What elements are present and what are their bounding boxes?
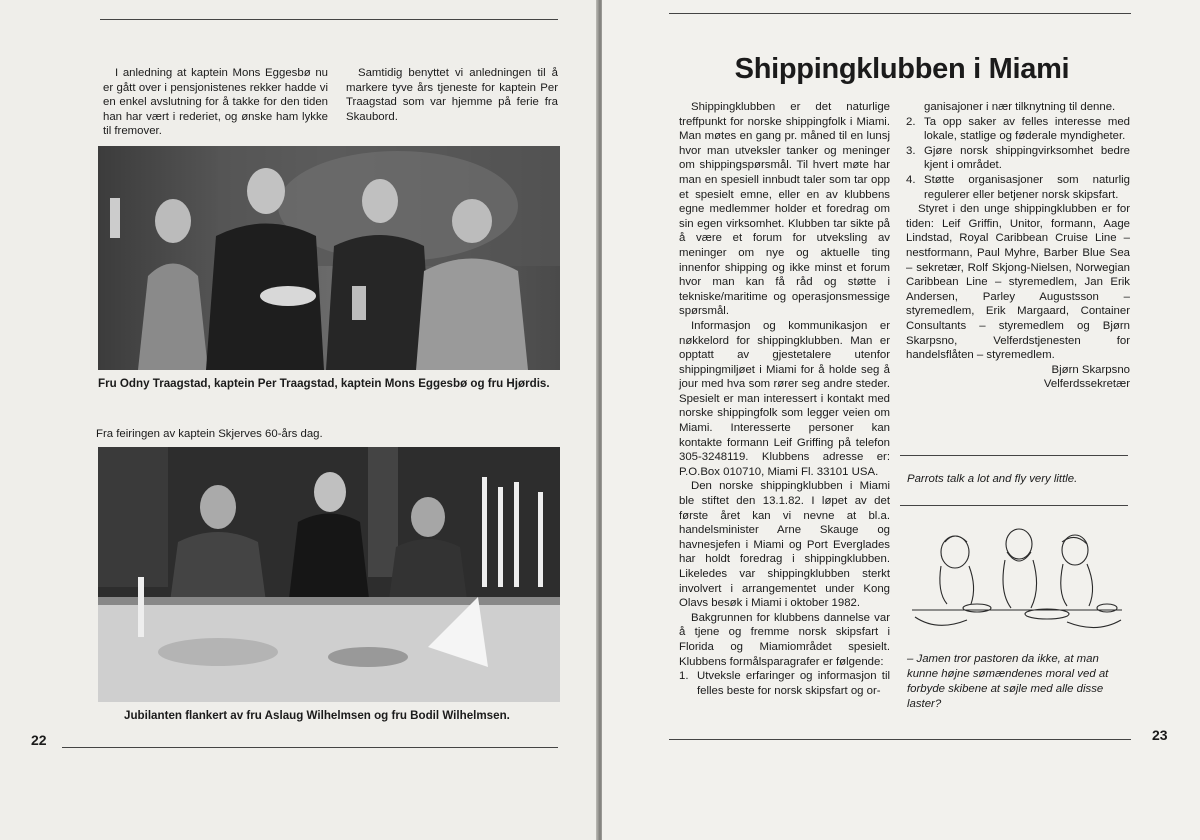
cartoon-drawing <box>907 522 1129 642</box>
quote-rule-bottom <box>900 505 1128 506</box>
list-item-3-text: Gjøre norsk shippingvirksomhet bedre kjent i området. <box>924 144 1130 172</box>
list-item-2 <box>906 115 1130 144</box>
cartoon-caption: – Jamen tror pastoren da ikke, at man kunne højne sømændenes moral ved at forbyde skibene at søjle med alle disse laster? <box>907 653 1109 710</box>
list-item-4-number: 4. <box>906 173 916 186</box>
paragraph-2: Informasjon og kommunikasjon er nøkkelord for shippingklubben. Man er opptatt av gjestetalere utenfor shippingmiljøet i Miami for å holde seg å jour med hva som rører seg andre steder. Spesielt er man interessert i kontakt med norske shippingfolk som legger veien om Miami. Interesserte personer kan kontakte formann Leif Griffing på telefon 305-3248119. Klubbens adresse er: P.O.Box 010710, Miami Fl. 33101 USA. <box>679 319 890 478</box>
cartoon-illustration <box>907 522 1129 642</box>
page-number-left: 22 <box>31 732 47 748</box>
photo-birthday-caption: Jubilanten flankert av fru Aslaug Wilhelmsen og fru Bodil Wilhelmsen. <box>124 709 510 722</box>
paragraph-1: Shippingklubben er det naturlige treffpunkt for norske shippingfolk i Miami. Man møtes en gang pr. måned til en lunsj hvor man utveksler tanker og meninger om shippingspørsmål. Til hvert møte har man en spesiell innbudt taler som tar opp et spesielt emne, eller en av klubbens egne medlemmer holder et foredrag om sin egen virksomhet. Klubben tar sikte på å være et forum for utveksling av meninger om nye og aktuelle ting innenfor shipping og ikke minst et forum hvor man kan få råd og støtte i tekniske/maritime og operasjonsmessige spørsmål. <box>679 101 890 318</box>
photo-retirement-image <box>98 146 560 370</box>
page-number-right: 23 <box>1152 727 1168 743</box>
photo-retirement-caption: Fru Odny Traagstad, kaptein Per Traagstad, kaptein Mons Eggesbø og fru Hjørdis. <box>98 377 550 390</box>
paragraph-3: Den norske shippingklubben i Miami ble stiftet den 13.1.82. I løpet av det første året kan vi nevne at bl.a. handelsminister Arne Skauge og havnesjefen i Miami og Port Everglades har holdt foredrag i shippingklubben. Likeledes var shippingklubben sterkt involvert i arrangementet under Kong Olavs besøk i Miami i oktober 1982. <box>679 480 890 610</box>
right-page <box>602 0 1200 840</box>
quote-parrots: Parrots talk a lot and fly very little. <box>907 473 1078 485</box>
intro-column-2 <box>346 66 558 124</box>
photo-birthday-heading <box>96 427 496 442</box>
top-rule-right <box>669 13 1131 14</box>
list-item-1-continued: ganisajoner i nær tilknytning til denne. <box>924 101 1116 113</box>
article-column-1 <box>679 100 890 698</box>
list-item-4 <box>906 173 1130 202</box>
intro-text-1: I anledning at kaptein Mons Eggesbø nu er gått over i pensjonistenes rekker hadde vi en enkel avslutning for å takke for den tiden han har vært i rederiet, og ønske ham lykke til fremover. <box>103 67 328 138</box>
paragraph-4: Bakgrunnen for klubbens dannelse var å tjene og fremme norsk skipsfart i Florida og Miamiområdet spesielt. Klubbens formålsparagrafer er følgende: <box>679 611 890 668</box>
intro-text-2: Samtidig benyttet vi anledningen til å markere tyve års tjeneste for kaptein Per Traagstad som var hjemme på ferie fra Skaubord. <box>346 67 558 123</box>
bottom-rule-left <box>62 747 558 748</box>
list-item-4-text: Støtte organisasjoner som naturlig regulerer eller betjener norsk skipsfart. <box>924 173 1130 201</box>
list-item-3-number: 3. <box>906 144 916 157</box>
top-rule <box>100 19 558 20</box>
photo-retirement <box>98 146 560 370</box>
article-column-2 <box>906 100 1130 392</box>
bottom-rule-right <box>669 739 1131 740</box>
article-title: Shippingklubben i Miami <box>734 53 1070 85</box>
signature-name: Bjørn Skarpsno <box>1051 363 1130 376</box>
signature-title: Velferdssekretær <box>1043 378 1130 391</box>
photo-birthday-heading-text: Fra feiringen av kaptein Skjerves 60-års dag. <box>96 428 323 440</box>
board-paragraph: Styret i den unge shippingklubben er for tiden: Leif Griffin, Unitor, formann, Aage Lindstad, Royal Caribbean Cruise Line – nestformann, Paul Myhre, Barber Blue Sea – sekretær, Rolf Skjong-Nielsen, Norwegian Caribbean Line – styremedlem, Jan Erik Andersen, Parley Augustsson – styremedlem, Erik Margaard, Container Consultants – styremedlem og Bjørn Skarpsno, Velferdstjenesten for handelsflåten – styremedlem. <box>906 203 1130 362</box>
photo-birthday-image <box>98 447 560 702</box>
list-item-1-text: Utveksle erfaringer og informasjon til felles beste for norsk skipsfart og or- <box>697 670 890 697</box>
list-item-1 <box>679 669 890 698</box>
list-item-2-number: 2. <box>906 115 916 128</box>
list-item-2-text: Ta opp saker av felles interesse med lokale, statlige og føderale myndigheter. <box>924 115 1130 143</box>
photo-birthday <box>98 447 560 702</box>
list-item-3 <box>906 144 1130 173</box>
intro-column-1 <box>103 66 328 139</box>
list-item-1-number: 1. <box>679 670 689 683</box>
quote-rule-top <box>900 455 1128 456</box>
left-page <box>0 0 598 840</box>
